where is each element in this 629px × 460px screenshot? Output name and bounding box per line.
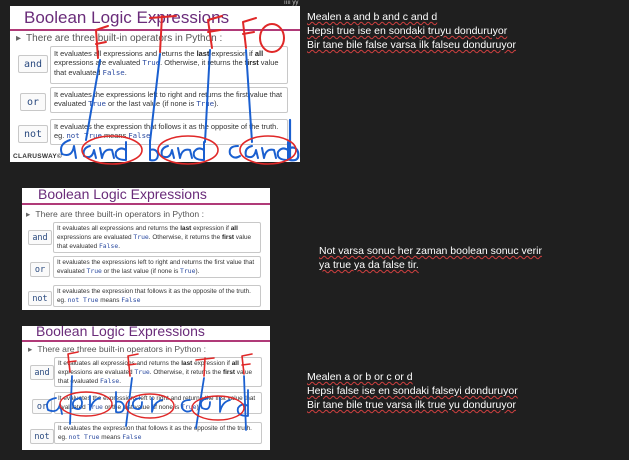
emphasis: all xyxy=(230,225,238,232)
title-underline xyxy=(22,340,270,342)
operator-not: not xyxy=(18,125,48,143)
emphasis: last xyxy=(181,360,193,367)
inline-code: True xyxy=(133,233,149,241)
inline-code: True xyxy=(86,267,102,275)
note-line: Mealen a or b or c or d xyxy=(307,371,413,383)
slide-1 xyxy=(10,6,300,162)
emphasis: first xyxy=(222,369,236,376)
cropped-header-text: ıııı yy xyxy=(284,0,299,6)
emphasis: all xyxy=(231,360,239,367)
operator-and-description: It evaluates all expressions and returns the last expression if all expressions are evaluated True. Otherwise, it returns the first value that evaluated False. xyxy=(50,46,288,84)
operator-not-description: It evaluates the expression that follows it as the opposite of the truth. eg. not True means False xyxy=(54,422,262,444)
inline-code: not True xyxy=(68,433,100,441)
slide-bullet: ▸ There are three built-in operators in Python : xyxy=(16,33,223,44)
inline-code: True xyxy=(142,58,161,68)
inline-code: True xyxy=(196,99,215,109)
slide-title: Boolean Logic Expressions xyxy=(24,8,230,27)
inline-code: True xyxy=(181,403,197,411)
note-line: Hepsi false ise en sondaki falseyi donduruyor xyxy=(307,385,518,397)
operator-and-description: It evaluates all expressions and returns the last expression if all expressions are evaluated True. Otherwise, it returns the first value that evaluated False. xyxy=(54,357,262,387)
inline-code: True xyxy=(88,99,106,109)
operator-not: not xyxy=(28,291,52,306)
slide-bullet: ▸ There are three built-in operators in Python : xyxy=(26,209,204,219)
title-underline xyxy=(22,203,270,205)
operator-and: and xyxy=(28,230,52,245)
emphasis: first xyxy=(244,58,259,68)
inline-code: False xyxy=(99,377,120,385)
slide-2 xyxy=(22,188,270,310)
emphasis: all xyxy=(254,49,264,58)
slide-3 xyxy=(22,326,270,450)
inline-code: False xyxy=(128,131,151,141)
title-underline xyxy=(10,29,300,31)
inline-code: False xyxy=(102,67,125,77)
note-line: Hepsi true ise en sondaki truyu donduruyor xyxy=(307,25,508,37)
note-and xyxy=(307,10,516,52)
operator-and: and xyxy=(30,365,54,380)
note-or xyxy=(307,370,518,412)
emphasis: first xyxy=(221,234,235,241)
operator-or-description: It evaluates the expressions left to right and returns the first value that evaluated True or the last value (if none is True). xyxy=(53,256,261,278)
inline-code: True xyxy=(180,267,196,275)
inline-code: not True xyxy=(67,296,99,304)
emphasis: last xyxy=(196,49,210,58)
operator-and-description: It evaluates all expressions and returns the last expression if all expressions are evaluated True. Otherwise, it returns the first value that evaluated False. xyxy=(53,222,261,253)
operator-and: and xyxy=(18,55,48,73)
inline-code: not True xyxy=(66,131,102,141)
note-not xyxy=(319,244,542,272)
emphasis: last xyxy=(180,225,192,232)
inline-code: False xyxy=(98,242,119,250)
operator-or-description: It evaluates the expressions left to right and returns the first value that evaluated True or the last value (if none is True). xyxy=(54,392,262,414)
inline-code: True xyxy=(87,403,103,411)
operator-or-description: It evaluates the expressions left to right and returns the first value that evaluated True or the last value (if none is True). xyxy=(50,87,288,113)
note-line: Mealen a and b and c and d xyxy=(307,11,438,23)
operator-not: not xyxy=(30,429,54,444)
inline-code: False xyxy=(122,433,142,441)
operator-or: or xyxy=(20,93,46,111)
operator-not-description: It evaluates the expression that follows it as the opposite of the truth. eg. not True means False xyxy=(53,285,261,307)
note-line: Bir tane bile false varsa ilk falseu donduruyor xyxy=(307,39,516,51)
note-line: Bir tane bile true varsa ilk true yu donduruyor xyxy=(307,399,516,411)
clarusway-logo: CLARUSWAY© xyxy=(13,153,63,160)
inline-code: True xyxy=(134,368,150,376)
slide-title: Boolean Logic Expressions xyxy=(38,188,207,202)
operator-or: or xyxy=(32,399,52,414)
slide-bullet: ▸ There are three built-in operators in Python : xyxy=(28,344,206,354)
note-line: ya true ya da false tir. xyxy=(319,259,419,271)
operator-or: or xyxy=(30,262,50,277)
inline-code: False xyxy=(121,296,141,304)
slide-title: Boolean Logic Expressions xyxy=(36,326,205,339)
note-line: Not varsa sonuc her zaman boolean sonuc verir xyxy=(319,245,542,257)
operator-not-description: It evaluates the expression that follows it as the opposite of the truth. eg. not True means False xyxy=(50,119,288,145)
